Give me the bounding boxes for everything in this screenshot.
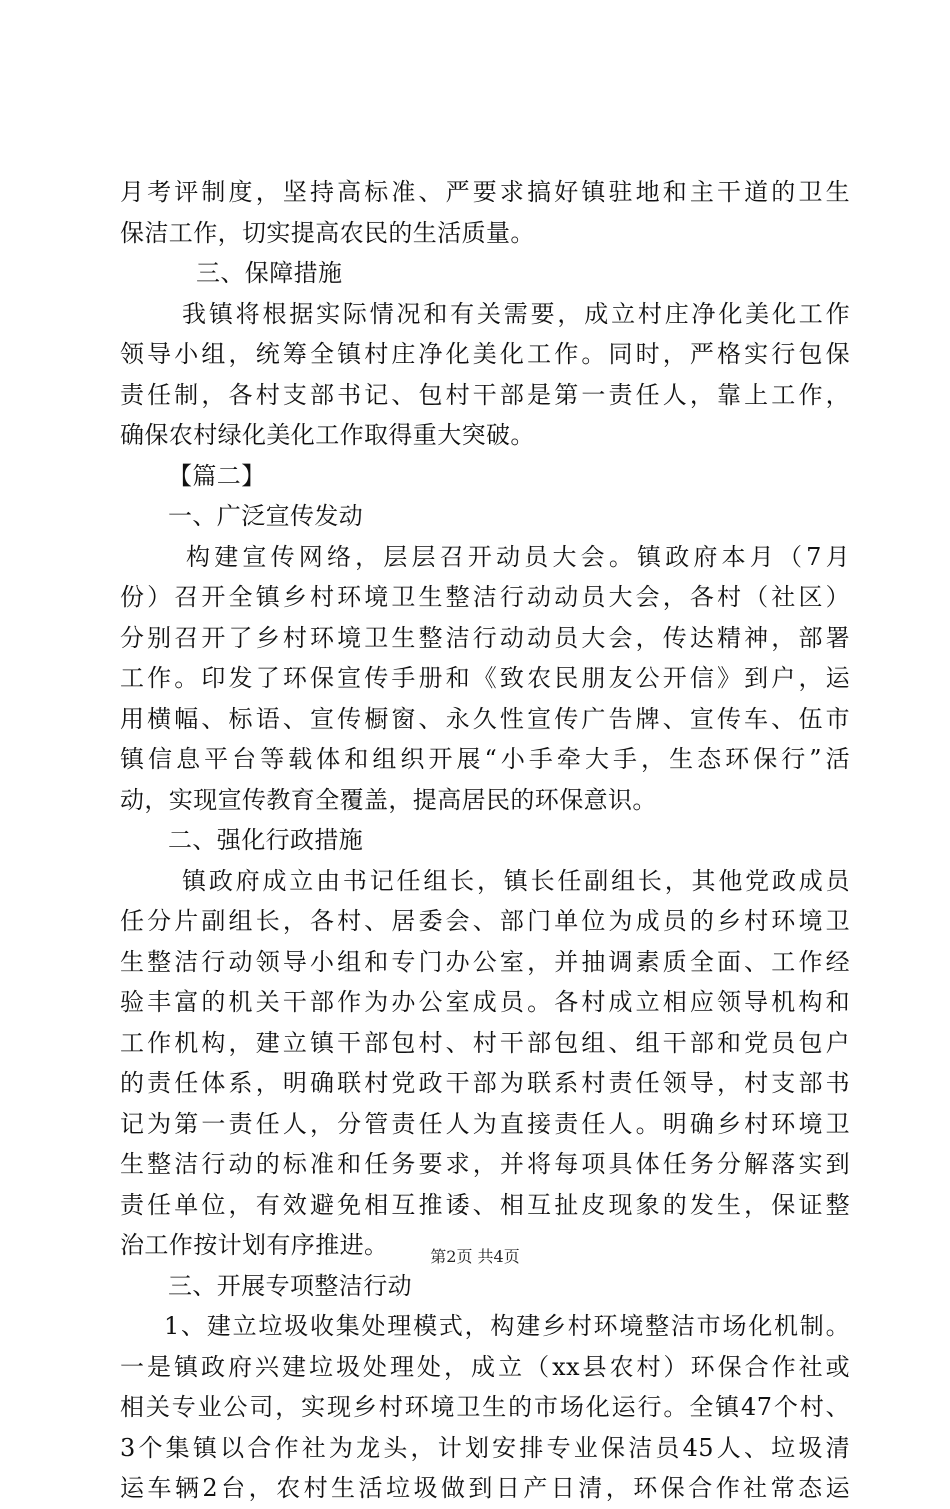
text-line: 确保农村绿化美化工作取得重大突破。 — [120, 421, 535, 449]
text-line: 任分片副组长，各村、居委会、部门单位为成员的乡村环境卫 — [120, 907, 850, 935]
text-line: 运车辆2台，农村生活垃圾做到日产日清，环保合作社常态运 — [120, 1474, 850, 1502]
text-line: 生整洁行动的标准和任务要求，并将每项具体任务分解落实到 — [120, 1150, 850, 1178]
text-line: 验丰富的机关干部作为办公室成员。各村成立相应领导机构和 — [120, 988, 850, 1016]
text-line: 工作。印发了环保宣传手册和《致农民朋友公开信》到户，运 — [120, 664, 850, 692]
text-line: 相关专业公司，实现乡村环境卫生的市场化运行。全镇47个村、 — [120, 1393, 850, 1421]
text-line: 二、强化行政措施 — [168, 826, 364, 854]
text-line: 生整洁行动领导小组和专门办公室，并抽调素质全面、工作经 — [120, 947, 850, 976]
text-line: 领导小组，统筹全镇村庄净化美化工作。同时，严格实行包保 — [120, 340, 850, 368]
text-line: 记为第一责任人，分管责任人为直接责任人。明确乡村环境卫 — [120, 1109, 850, 1138]
text-line: 用横幅、标语、宣传橱窗、永久性宣传广告牌、宣传车、伍市 — [120, 704, 850, 733]
text-line: 保洁工作，切实提高农民的生活质量。 — [120, 218, 535, 247]
text-line: 工作机构，建立镇干部包村、村干部包组、组干部和党员包户 — [120, 1028, 850, 1057]
text-line: 的责任体系，明确联村党政干部为联系村责任领导，村支部书 — [120, 1069, 850, 1097]
text-line: 1、建立垃圾收集处理模式，构建乡村环境整洁市场化机制。 — [164, 1312, 850, 1340]
text-line: 月考评制度，坚持高标准、严要求搞好镇驻地和主干道的卫生 — [120, 178, 850, 206]
text-line: 治工作按计划有序推进。 — [120, 1231, 389, 1259]
text-line: 镇信息平台等载体和组织开展“小手牵大手，生态环保行”活 — [120, 745, 850, 773]
text-line: 【篇二】 — [168, 461, 266, 490]
text-line: 构建宣传网络，层层召开动员大会。镇政府本月（7月 — [186, 542, 850, 571]
text-line: 三、保障措施 — [196, 259, 343, 287]
text-line: 一是镇政府兴建垃圾处理处，成立（xx县农村）环保合作社或 — [120, 1352, 850, 1381]
text-line: 份）召开全镇乡村环境卫生整洁行动动员大会，各村（社区） — [120, 583, 850, 611]
text-line: 责任制，各村支部书记、包村干部是第一责任人，靠上工作， — [120, 380, 850, 409]
text-line: 我镇将根据实际情况和有关需要，成立村庄净化美化工作 — [182, 299, 850, 328]
text-line: 镇政府成立由书记任组长，镇长任副组长，其他党政成员 — [182, 866, 850, 895]
text-line: 三、开展专项整洁行动 — [168, 1271, 412, 1300]
page-footer: 第2页 共4页 — [430, 1247, 520, 1266]
text-line: 分别召开了乡村环境卫生整洁行动动员大会，传达精神，部署 — [120, 623, 850, 652]
text-line: 一、广泛宣传发动 — [168, 502, 364, 530]
text-line: 动，实现宣传教育全覆盖，提高居民的环保意识。 — [120, 785, 657, 814]
document-body — [120, 172, 850, 1509]
text-line: 责任单位，有效避免相互推诿、相互扯皮现象的发生，保证整 — [120, 1190, 850, 1219]
text-line: 3个集镇以合作社为龙头，计划安排专业保洁员45人、垃圾清 — [120, 1433, 850, 1462]
